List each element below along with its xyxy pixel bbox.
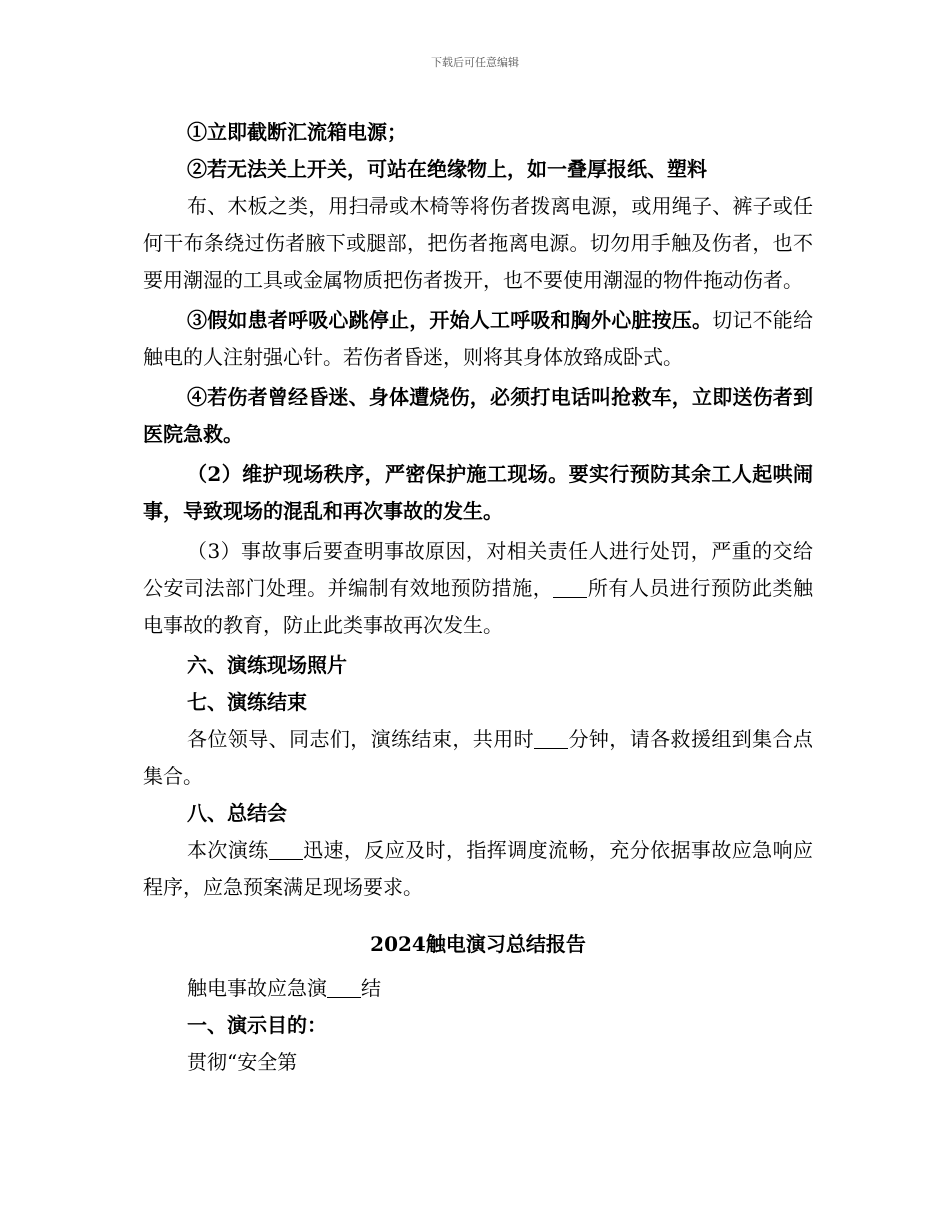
step-3 (143, 302, 813, 376)
step-3-bold: ③假如患者呼吸心跳停止，开始人工呼吸和胸外心脏按压。 (187, 308, 713, 332)
blank-underline (553, 579, 587, 598)
end-paragraph (143, 721, 813, 795)
report-subtitle-b: 结 (361, 976, 381, 1000)
page-header: 下载后可任意编辑 (431, 56, 519, 69)
heading-8: 八、总结会 (187, 801, 287, 825)
end-paragraph-a: 各位领导、同志们，演练结束，共用时 (187, 727, 535, 751)
report-subtitle-a: 触电事故应急演 (187, 976, 327, 1000)
heading-6: 六、演练现场照片 (187, 653, 347, 677)
report-title: 2024触电演习总结报告 (370, 932, 586, 956)
step-2-heading: ②若无法关上开关，可站在绝缘物上，如一叠厚报纸、塑料 (187, 157, 707, 181)
step-3-rest: 切记不能给触电的人注射强心针。若伤者昏迷，则将其身体放臵成卧式。 (143, 308, 814, 369)
report-subtitle (143, 970, 813, 1007)
section-3 (143, 533, 813, 644)
heading-7: 七、演练结束 (187, 690, 307, 714)
summary-b: 迅速，反应及时，指挥调度流畅，充分依据事故应急响应程序，应急预案满足现场要求。 (143, 838, 814, 899)
step-4: ④若伤者曾经昏迷、身体遭烧伤，必须打电话叫抢救车，立即送伤者到医院急救。 (143, 385, 813, 446)
document-body (143, 114, 813, 1081)
blank-underline (269, 841, 303, 860)
heading-1: 一、演示目的： (187, 1013, 327, 1037)
summary-paragraph (143, 832, 813, 906)
end-paragraph-b: 分钟，请各救援组到集合点集合。 (143, 727, 814, 788)
purpose-paragraph: 贯彻“安全第 (187, 1050, 298, 1074)
step-2-body-text: 布、木板之类，用扫帚或木椅等将伤者拨离电源，或用绳子、裤子或任何干布条绕过伤者腋下或腿部，把伤者拖离电源。切勿用手触及伤者，也不要用潮湿的工具或金属物质把伤者拨开，也不要使用潮湿的物件拖动伤者。 (143, 194, 813, 292)
summary-a: 本次演练 (187, 838, 269, 862)
section-3-b: 所有人员进行预防此类触电事故的教育，防止此类事故再次发生。 (143, 576, 814, 637)
step-1: ①立即截断汇流箱电源； (187, 120, 407, 144)
step-2-body (143, 188, 813, 299)
blank-underline (327, 979, 361, 998)
blank-underline (534, 730, 568, 749)
section-2: （2）维护现场秩序，严密保护施工现场。要实行预防其余工人起哄闹事，导致现场的混乱和再次事故的发生。 (143, 462, 813, 523)
section-3-a: （3）事故事后要查明事故原因，对相关责任人进行处罚，严重的交给公安司法部门处理。并编制有效地预防措施， (143, 539, 813, 600)
